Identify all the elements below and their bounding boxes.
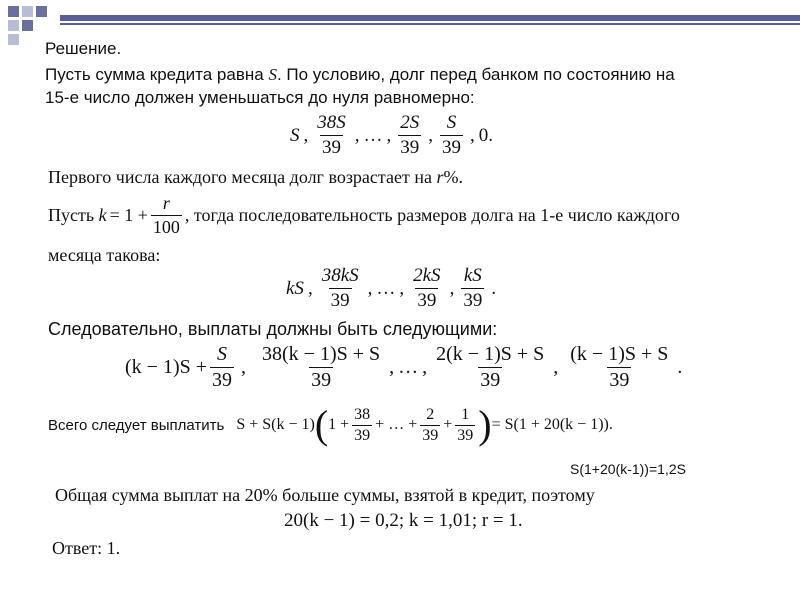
var-s: S — [268, 65, 277, 84]
term: + — [443, 416, 453, 433]
fraction: $\frac{kS}{39}$ — [463, 265, 483, 311]
ellipsis: … — [363, 124, 383, 146]
answer: Ответ: 1. — [52, 538, 121, 558]
term: S — [290, 124, 300, 146]
term: 0. — [478, 124, 493, 146]
text: . По условию, долг перед банком по состоянию на — [276, 65, 675, 84]
final-equation: 20(k − 1) = 0,2; k = 1,01; r = 1. — [284, 510, 523, 531]
text: Первого числа каждого месяца долг возрастает на — [48, 167, 432, 187]
total-payment-line — [48, 402, 613, 447]
fraction: $\frac{38(k - 1)S + S}{39}$ — [262, 343, 381, 391]
term: + … + — [375, 416, 418, 433]
fraction: $\frac{2(k - 1)S + S}{39}$ — [436, 343, 545, 391]
term: kS — [286, 277, 304, 299]
fraction: $\frac{(k - 1)S + S}{39}$ — [570, 343, 669, 391]
fraction: $\frac{38S}{39}$ — [317, 112, 346, 158]
debt-sequence-1st: kS , $\frac{38kS}{39}$ , … , $\frac{2kS}{39}$ , $\frac{kS}{39}$ . — [286, 265, 497, 311]
payments-sequence: (k − 1)S + $\frac{S}{39}$ , $\frac{38(k - 1)S + S}{39}$ , … , $\frac{2(k - 1)S + S}{39}$ , $\frac{(k - 1)S + S}{39}$ . — [125, 343, 683, 391]
handwritten-note: S(1+20(k-1))=1,2S — [570, 461, 686, 477]
solution-heading: Решение. — [45, 39, 122, 58]
ellipsis: … — [376, 277, 396, 299]
paragraph-6: Общая сумма выплат на 20% больше суммы, взятой в кредит, поэтому — [55, 485, 595, 505]
fraction: $\frac{38kS}{39}$ — [321, 265, 359, 311]
fraction: $\frac{38}{39}$ — [354, 405, 371, 444]
debt-sequence-15th: S , $\frac{38S}{39}$ , … , $\frac{2S}{39}$ , $\frac{S}{39}$ , 0. — [290, 112, 493, 158]
text: , тогда последовательность размеров долга на 1-е число каждого — [184, 205, 680, 225]
fraction: $\frac{1}{39}$ — [457, 405, 474, 444]
text: %. — [443, 167, 463, 187]
term: 1 + — [328, 416, 350, 433]
text: = 1 + — [109, 205, 148, 225]
paragraph-3-line-2: месяца такова: — [48, 245, 161, 265]
fraction: $\frac{r}{100}$ — [152, 193, 180, 237]
var-k: k — [98, 205, 107, 225]
fraction: $\frac{2kS}{39}$ — [413, 265, 441, 311]
paragraph-4: Следовательно, выплаты должны быть следующими: — [48, 319, 498, 339]
var-r: r — [436, 167, 444, 187]
text: Пусть — [48, 205, 95, 225]
fraction: $\frac{S}{39}$ — [212, 343, 233, 391]
text: Всего следует выплатить — [48, 416, 225, 434]
term: = S(1 + 20(k − 1)). — [491, 416, 613, 433]
paragraph-2 — [48, 166, 463, 188]
fraction: $\frac{S}{39}$ — [442, 112, 461, 158]
paragraph-1-line-2: 15-е число должен уменьшаться до нуля равномерно: — [45, 88, 475, 107]
fraction: $\frac{2S}{39}$ — [400, 112, 420, 158]
term: S + S(k − 1) — [236, 416, 315, 433]
ellipsis: … — [398, 356, 419, 378]
fraction: $\frac{2}{39}$ — [422, 405, 439, 444]
term: (k − 1)S + — [125, 356, 208, 378]
paragraph-1-line-1 — [45, 64, 675, 86]
text: Пусть сумма кредита равна — [45, 65, 264, 84]
paren-open: ( — [314, 402, 329, 447]
paragraph-3-line-1 — [48, 193, 680, 238]
paren-close: ) — [478, 402, 492, 447]
